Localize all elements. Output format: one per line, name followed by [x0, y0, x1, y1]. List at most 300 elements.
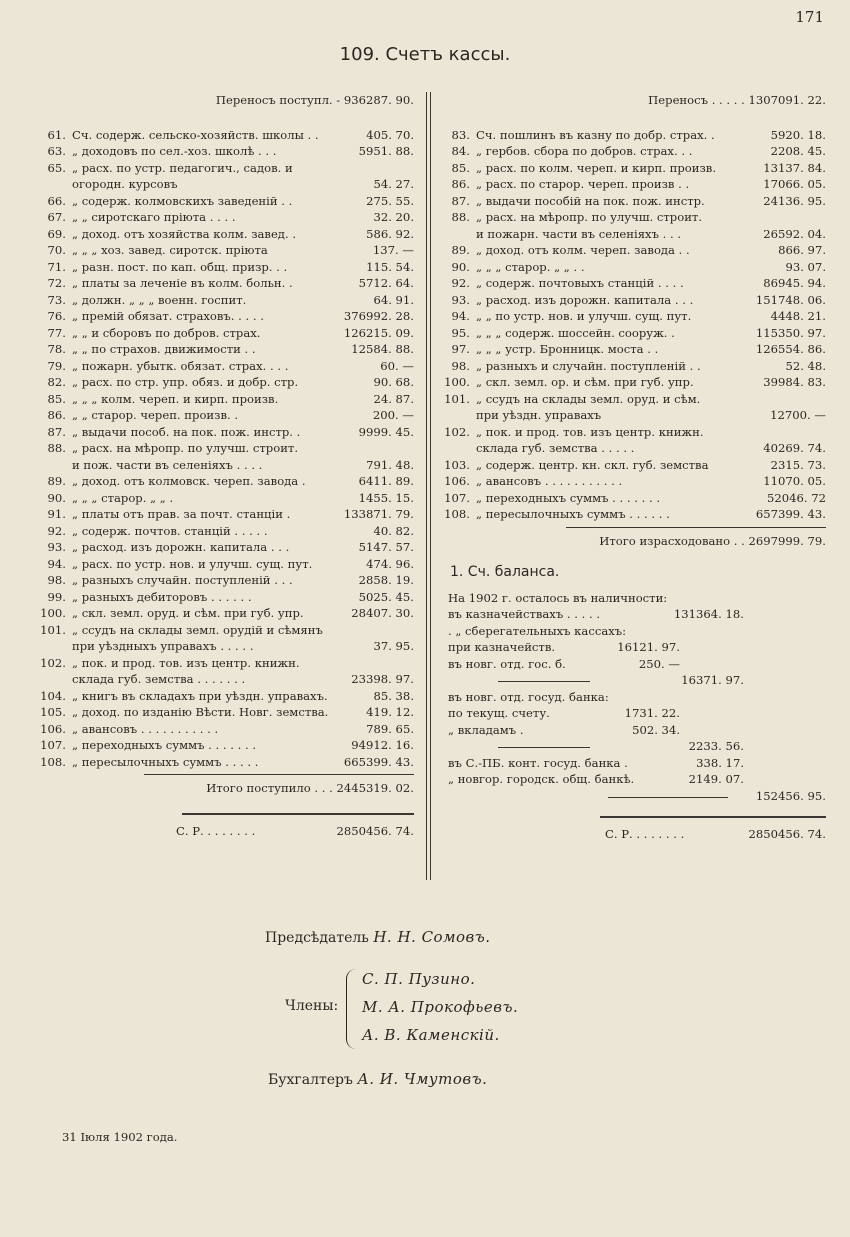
row-amount: 52046. 72 [766, 490, 826, 505]
ledger-row [36, 127, 414, 144]
row-description: „ должн. „ „ „ военн. госпит. [72, 292, 247, 307]
row-amount: 474. 96. [366, 556, 414, 571]
sr-line [440, 824, 826, 844]
ledger-row [440, 358, 826, 375]
row-description: „ „ „ содерж. шоссейн. сооруж. . [476, 325, 675, 340]
total-rule [144, 774, 414, 775]
row-description: „ платы за леченіе въ колм. больн. . [72, 276, 293, 290]
ledger-row [36, 589, 414, 606]
ledger-row [440, 259, 826, 276]
total-label: Итого поступило . . . [206, 781, 333, 795]
row-number: 73. [47, 292, 66, 307]
ledger-row [36, 622, 414, 639]
accountant-name: А. И. Чмутовъ. [357, 1070, 488, 1088]
balance-row [440, 771, 826, 788]
ledger-row [36, 473, 414, 490]
row-number: 76. [47, 309, 66, 323]
sr-amount: 2850456. 74. [336, 823, 414, 838]
row-description: „ содерж. почтовыхъ станцій . . . . [476, 276, 684, 290]
accountant-label: Бухгалтеръ [268, 1072, 353, 1088]
row-number: 63. [47, 144, 66, 158]
row-description: „ скл. земл. оруд. и сѣм. при губ. упр. [72, 606, 304, 620]
ledger-row [36, 688, 414, 705]
row-number: 71. [47, 259, 66, 274]
row-amount: 5025. 45. [358, 589, 414, 604]
balance-subamount: 250. — [638, 656, 680, 671]
row-number: 93. [47, 540, 66, 554]
row-number: 82. [47, 375, 66, 389]
row-amount: 28407. 30. [351, 606, 414, 620]
balance-description: въ новг. отд. гос. б. [448, 656, 566, 671]
row-description: „ пожарн. убытк. обязат. страх. . . . [72, 358, 289, 373]
row-number: 77. [47, 325, 66, 340]
row-description: „ „ „ колм. череп. и кирп. произв. [72, 391, 279, 406]
balance-row [440, 705, 826, 722]
row-number: 65. [47, 160, 66, 175]
row-amount: 13137. 84. [763, 160, 826, 175]
balance-amount: 338. 17. [696, 755, 744, 770]
ledger-row [440, 407, 826, 424]
row-description: и пожарн. части въ селеніяхъ . . . [476, 226, 682, 241]
row-number: 106. [444, 474, 470, 488]
ledger-row [440, 457, 826, 474]
row-amount: 32. 20. [373, 210, 414, 224]
row-description: „ доход. по изданію Вѣсти. Новг. земства. [72, 705, 329, 719]
row-description: „ доход. отъ колмовск. череп. завода . [72, 474, 306, 488]
expenses-rows [440, 127, 826, 523]
row-amount: 275. 55. [366, 193, 414, 208]
row-description: „ „ и сборовъ по добров. страх. [72, 325, 261, 340]
row-number: 99. [47, 589, 66, 604]
row-description: „ содерж. центр. кн. скл. губ. земства [476, 457, 709, 472]
balance-row [440, 738, 826, 755]
row-description: „ платы отъ прав. за почт. станціи . [72, 507, 291, 521]
ledger-row [440, 275, 826, 292]
row-number: 100. [40, 606, 66, 620]
ledger-row [440, 374, 826, 391]
row-amount: 115350. 97. [755, 325, 826, 340]
row-number: 94. [47, 556, 66, 571]
row-description: „ ссудъ на склады земл. орудій и сѣмянъ [72, 622, 323, 637]
row-amount: 5920. 18. [770, 127, 826, 142]
column-divider [426, 92, 427, 880]
ledger-row [440, 242, 826, 259]
ledger-row [36, 275, 414, 292]
row-number: 87. [451, 193, 470, 208]
ledger-row [36, 440, 414, 457]
total-amount: 2445319. 02. [336, 781, 414, 795]
balance-row [440, 689, 826, 706]
balance-description: при казначейств. [448, 640, 556, 654]
row-number: 66. [47, 193, 66, 208]
receipts-total [36, 779, 414, 797]
total-rule [566, 527, 826, 528]
ledger-row [440, 308, 826, 325]
row-amount: 126554. 86. [755, 342, 826, 356]
row-number: 98. [451, 358, 470, 373]
row-description: „ переходныхъ суммъ . . . . . . . [72, 738, 257, 752]
row-description: „ разныхъ случайн. поступленій . . . [72, 573, 293, 587]
row-number: 86. [47, 408, 66, 422]
row-description: „ разныхъ дебиторовъ . . . . . . [72, 589, 252, 604]
carry-amount: 1307091. 22. [748, 93, 826, 107]
chair-name: Н. Н. Сомовъ. [373, 928, 491, 946]
row-amount: 789. 65. [366, 721, 414, 736]
balance-row [440, 656, 826, 673]
ledger-row [36, 737, 414, 754]
carry-label: Переносъ . . . . . [648, 93, 745, 107]
ledger-row [440, 160, 826, 177]
balance-title: 1. Сч. баланса. [450, 563, 560, 580]
row-number: 67. [47, 210, 66, 224]
chair-signature [265, 928, 491, 946]
row-description: „ книгъ въ складахъ при уѣздн. управахъ. [72, 688, 328, 703]
row-description: „ пересылочныхъ суммъ . . . . . [72, 754, 259, 769]
sr-line [36, 821, 414, 841]
row-amount: 2858. 19. [358, 573, 414, 587]
ledger-row [36, 704, 414, 721]
ledger-row [440, 143, 826, 160]
row-description: „ пересылочныхъ суммъ . . . . . . [476, 507, 670, 521]
ledger-row [36, 325, 414, 342]
ledger-row [440, 341, 826, 358]
sum-rule [608, 797, 728, 798]
ledger-row [440, 473, 826, 490]
receipts-rows [36, 127, 414, 771]
row-description: „ „ по устр. нов. и улучш. сущ. пут. [476, 309, 692, 323]
row-number: 69. [47, 226, 66, 241]
balance-row [440, 722, 826, 739]
row-amount: 85. 38. [373, 688, 414, 703]
balance-subamount: 16121. 97. [617, 640, 680, 654]
row-amount: 5951. 88. [358, 144, 414, 158]
row-description: „ расх. на мѣропр. по улучш. строит. [476, 210, 703, 224]
ledger-row [440, 325, 826, 342]
column-divider-second [430, 92, 431, 880]
row-description: Сч. содерж. сельско-хозяйств. школы . . [72, 127, 319, 142]
row-amount: 405. 70. [366, 127, 414, 142]
ledger-row [36, 292, 414, 309]
row-amount: 64. 91. [373, 292, 414, 307]
row-description: „ расх. по устр. педагогич., садов. и [72, 160, 293, 175]
row-number: 104. [40, 688, 66, 703]
ledger-row [36, 523, 414, 540]
ledger-row [36, 176, 414, 193]
row-amount: 376992. 28. [343, 309, 414, 323]
row-description: „ выдачи пособій на пок. пож. инстр. [476, 193, 705, 208]
ledger-row [440, 424, 826, 441]
row-description: при уѣздныхъ управахъ . . . . . [72, 639, 254, 653]
row-number: 61. [47, 127, 66, 142]
member-name: А. В. Каменскій. [362, 1026, 500, 1044]
ledger-row [36, 160, 414, 177]
receipts-column [36, 92, 414, 841]
ledger-row [440, 209, 826, 226]
ledger-row [36, 638, 414, 655]
sum-rule [498, 747, 590, 748]
ledger-row [440, 127, 826, 144]
row-amount: 52. 48. [785, 358, 826, 373]
row-number: 95. [451, 325, 470, 340]
row-number: 91. [47, 507, 66, 521]
page-number: 171 [795, 8, 824, 26]
row-number: 72. [47, 276, 66, 290]
row-amount: 6411. 89. [358, 474, 414, 488]
ledger-row [440, 292, 826, 309]
balance-description: по текущ. счету. [448, 706, 550, 720]
row-number: 98. [47, 573, 66, 587]
row-number: 107. [444, 490, 470, 505]
row-amount: 40269. 74. [763, 441, 826, 455]
ledger-row [36, 143, 414, 160]
row-description: „ „ „ старор. „ „ . . [476, 259, 585, 274]
ledger-row [36, 424, 414, 441]
row-description: „ „ „ устр. Бронницк. моста . . [476, 342, 659, 356]
row-amount: 126215. 09. [343, 325, 414, 340]
row-number: 101. [40, 622, 66, 637]
balance-rows [440, 590, 826, 805]
row-description: „ пок. и прод. тов. изъ центр. книжн. [72, 655, 300, 670]
row-number: 88. [47, 441, 66, 455]
row-description: „ „ по страхов. движимости . . [72, 342, 256, 356]
members-label: Члены: [285, 998, 339, 1014]
ledger-row [36, 605, 414, 622]
row-amount: 866. 97. [778, 243, 826, 257]
balance-amount: 16371. 97. [681, 673, 744, 687]
row-description: „ ссудъ на склады земл. оруд. и сѣм. [476, 391, 701, 406]
sr-rule [182, 813, 414, 815]
ledger-row [440, 490, 826, 507]
row-amount: 133871. 79. [343, 507, 414, 521]
row-amount: 12700. — [770, 408, 826, 422]
row-amount: 9999. 45. [358, 424, 414, 439]
row-number: 102. [40, 655, 66, 670]
row-description: склада губ. земства . . . . . . . [72, 672, 246, 686]
row-amount: 26592. 04. [763, 226, 826, 241]
row-number: 85. [451, 160, 470, 175]
balance-description: На 1902 г. осталось въ наличности: [448, 590, 668, 605]
carry-forward [440, 92, 826, 109]
row-amount: 39984. 83. [763, 375, 826, 389]
row-amount: 24. 87. [373, 391, 414, 406]
ledger-row [36, 242, 414, 259]
row-number: 102. [444, 424, 470, 439]
row-amount: 419. 12. [366, 705, 414, 719]
expenses-total [440, 532, 826, 550]
row-number: 90. [47, 490, 66, 505]
chair-label: Предсѣдатель [265, 930, 369, 946]
ledger-row [36, 193, 414, 210]
ledger-row [36, 490, 414, 507]
ledger-row [36, 358, 414, 375]
row-description: при уѣздн. управахъ [476, 408, 602, 422]
row-description: „ доход. отъ хозяйства колм. завед. . [72, 226, 297, 241]
row-description: „ выдачи пособ. на пок. пож. инстр. . [72, 424, 301, 439]
row-number: 100. [444, 375, 470, 389]
row-description: „ расход. изъ дорожн. капитала . . . [72, 540, 290, 554]
row-amount: 200. — [372, 408, 414, 422]
sr-amount: 2850456. 74. [748, 826, 826, 841]
ledger-row [440, 193, 826, 210]
balance-amount: 2233. 56. [688, 739, 744, 753]
members-brace [346, 969, 357, 1049]
row-description: „ премій обязат. страховъ. . . . . [72, 309, 264, 323]
row-description: „ расх. по колм. череп. и кирп. произв. [476, 160, 717, 175]
row-amount: 11070. 05. [763, 474, 826, 488]
page-title: 109. Счетъ кассы. [339, 44, 511, 65]
row-number: 70. [47, 243, 66, 257]
ledger-row [36, 655, 414, 672]
row-amount: 40. 82. [373, 523, 414, 538]
row-description: „ авансовъ . . . . . . . . . . . [476, 474, 623, 488]
row-description: „ содерж. почтов. станцій . . . . . [72, 523, 268, 538]
balance-description: „ новгор. городск. общ. банкѣ. [448, 772, 635, 786]
row-amount: 17066. 05. [763, 177, 826, 191]
expenses-column [440, 92, 826, 844]
balance-row [440, 623, 826, 640]
ledger-row [36, 457, 414, 474]
carry-label: Переносъ поступл. - [215, 93, 341, 107]
ledger-row [36, 259, 414, 276]
row-number: 86. [451, 177, 470, 191]
row-amount: 12584. 88. [351, 342, 414, 356]
balance-total: 152456. 95. [755, 788, 826, 803]
sr-rule [600, 816, 826, 818]
row-description: „ разн. пост. по кап. общ. призр. . . [72, 259, 288, 274]
ledger-row [36, 308, 414, 325]
document-date: 31 Іюля 1902 года. [62, 1130, 178, 1144]
row-amount: 54. 27. [373, 177, 414, 191]
row-description: „ расх. по устр. нов. и улучш. сущ. пут. [72, 556, 313, 571]
row-amount: 86945. 94. [763, 276, 826, 290]
row-description: огородн. курсовъ [72, 177, 178, 191]
balance-row [440, 590, 826, 607]
ledger-row [440, 391, 826, 408]
row-number: 84. [451, 144, 470, 158]
carry-amount: 936287. 90. [343, 93, 414, 107]
ledger-row [36, 374, 414, 391]
row-amount: 665399. 43. [343, 754, 414, 769]
row-description: „ „ „ хоз. завед. сиротск. пріюта [72, 243, 268, 257]
row-description: „ расх. по стр. упр. обяз. и добр. стр. [72, 375, 299, 389]
row-description: „ „ старор. череп. произв. . [72, 408, 239, 422]
carry-forward [36, 92, 414, 109]
ledger-row [36, 754, 414, 771]
ledger-row [36, 209, 414, 226]
sum-rule [498, 681, 590, 682]
balance-subamount: 1731. 22. [624, 706, 680, 720]
ledger-row [36, 341, 414, 358]
ledger-row [440, 226, 826, 243]
ledger-row [36, 572, 414, 589]
row-number: 93. [451, 292, 470, 307]
row-number: 108. [40, 754, 66, 769]
row-amount: 115. 54. [366, 259, 414, 274]
row-number: 92. [451, 276, 470, 290]
balance-amount: 2149. 07. [688, 772, 744, 786]
total-label: Итого израсходовано . . [599, 533, 745, 548]
row-amount: 137. — [372, 243, 414, 257]
balance-row [440, 639, 826, 656]
row-amount: 586. 92. [366, 226, 414, 241]
row-description: „ „ „ старор. „ „ . [72, 490, 174, 505]
row-number: 108. [444, 507, 470, 521]
ledger-row [440, 440, 826, 457]
row-description: „ доход. отъ колм. череп. завода . . [476, 243, 690, 257]
row-number: 87. [47, 424, 66, 439]
balance-row [440, 672, 826, 689]
row-number: 107. [40, 738, 66, 752]
row-description: „ скл. земл. ор. и сѣм. при губ. упр. [476, 375, 694, 389]
row-amount: 657399. 43. [755, 507, 826, 521]
total-amount: 2697999. 79. [748, 533, 826, 548]
row-number: 106. [40, 721, 66, 736]
row-number: 90. [451, 259, 470, 274]
row-amount: 93. 07. [785, 259, 826, 274]
row-description: „ расх. по старор. череп. произв . . [476, 177, 690, 191]
balance-row [440, 755, 826, 772]
row-amount: 60. — [380, 358, 414, 373]
row-amount: 23398. 97. [351, 672, 414, 686]
row-number: 85. [47, 391, 66, 406]
row-description: „ авансовъ . . . . . . . . . . . [72, 721, 219, 736]
member-name: М. А. Прокофьевъ. [362, 998, 519, 1016]
row-number: 92. [47, 523, 66, 538]
row-description: склада губ. земства . . . . . [476, 441, 635, 455]
row-number: 101. [444, 391, 470, 406]
row-number: 94. [451, 309, 470, 323]
row-amount: 90. 68. [373, 375, 414, 389]
row-number: 97. [451, 342, 470, 356]
balance-description: въ новг. отд. госуд. банка: [448, 689, 609, 704]
ledger-row [36, 506, 414, 523]
member-name: С. П. Пузино. [362, 970, 476, 988]
row-amount: 151748. 06. [755, 292, 826, 307]
row-description: „ содерж. колмовскихъ заведеній . . [72, 193, 293, 208]
row-number: 79. [47, 358, 66, 373]
row-description: „ гербов. сбора по добров. страх. . . [476, 144, 693, 158]
ledger-row [36, 671, 414, 688]
row-number: 78. [47, 342, 66, 356]
ledger-row [36, 721, 414, 738]
row-amount: 37. 95. [373, 639, 414, 653]
row-amount: 5712. 64. [358, 276, 414, 290]
row-amount: 2208. 45. [770, 144, 826, 158]
row-description: „ разныхъ и случайн. поступленій . . [476, 358, 701, 373]
ledger-row [36, 539, 414, 556]
row-amount: 5147. 57. [358, 540, 414, 554]
balance-row [440, 788, 826, 805]
row-amount: 2315. 73. [770, 457, 826, 472]
ledger-row [36, 556, 414, 573]
balance-subamount: 502. 34. [632, 722, 680, 737]
row-amount: 24136. 95. [763, 193, 826, 208]
row-description: „ переходныхъ суммъ . . . . . . . [476, 490, 661, 505]
row-description: „ пок. и прод. тов. изъ центр. книжн. [476, 424, 704, 439]
row-number: 83. [451, 127, 470, 142]
ledger-row [36, 391, 414, 408]
balance-description: „ вкладамъ . [448, 722, 524, 737]
row-description: „ расход. изъ дорожн. капитала . . . [476, 292, 694, 307]
balance-description: . „ сберегательныхъ кассахъ: [448, 623, 627, 638]
row-number: 103. [444, 457, 470, 472]
balance-description: въ казначействахъ . . . . . [448, 607, 601, 621]
row-number: 89. [47, 474, 66, 488]
row-amount: 94912. 16. [351, 738, 414, 752]
sr-label: С. Р. . . . . . . . [605, 826, 685, 841]
row-description: „ доходовъ по сел.-хоз. школѣ . . . [72, 144, 277, 158]
row-amount: 1455. 15. [358, 490, 414, 505]
